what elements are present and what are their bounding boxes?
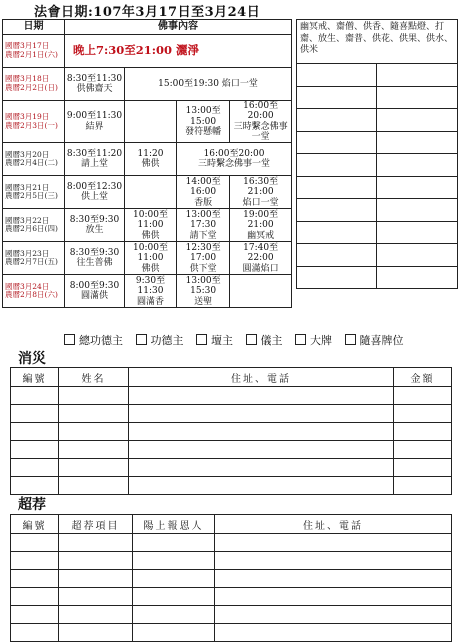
schedule-event: 9:00至11:30 結界 bbox=[65, 101, 125, 143]
schedule-event: 9:30至11:30 圓滿香 bbox=[125, 275, 177, 308]
form-cell[interactable] bbox=[377, 199, 458, 222]
page-title: 法會日期:107年3月17日至3月24日 bbox=[34, 5, 261, 20]
schedule-row bbox=[3, 275, 292, 308]
schedule-table bbox=[2, 19, 292, 308]
form-cell[interactable] bbox=[133, 624, 215, 642]
form-cell[interactable] bbox=[394, 477, 452, 495]
form-cell[interactable] bbox=[297, 131, 377, 154]
form-cell[interactable] bbox=[129, 387, 394, 405]
form-cell[interactable] bbox=[215, 552, 452, 570]
schedule-event: 8:30至11:30 供佛齋天 bbox=[65, 68, 125, 101]
form-cell[interactable] bbox=[59, 606, 133, 624]
schedule-row bbox=[3, 35, 292, 68]
form-cell[interactable] bbox=[297, 109, 377, 132]
form-cell[interactable] bbox=[59, 588, 133, 606]
form-cell[interactable] bbox=[377, 131, 458, 154]
form-row bbox=[297, 86, 458, 109]
form-cell[interactable] bbox=[133, 606, 215, 624]
form-cell[interactable] bbox=[59, 441, 129, 459]
form-row bbox=[11, 534, 452, 552]
form-cell[interactable] bbox=[297, 64, 377, 87]
form-row bbox=[297, 199, 458, 222]
form-cell[interactable] bbox=[297, 154, 377, 177]
form-cell[interactable] bbox=[129, 405, 394, 423]
form-cell[interactable] bbox=[377, 154, 458, 177]
schedule-date: 國曆3月19日 農曆2月3日(一) bbox=[3, 101, 65, 143]
form-cell[interactable] bbox=[215, 570, 452, 588]
schedule-event: 8:30至9:30 往生普佛 bbox=[65, 242, 125, 275]
form-cell[interactable] bbox=[11, 588, 59, 606]
form-cell[interactable] bbox=[11, 477, 59, 495]
form-row bbox=[297, 244, 458, 267]
option-yizhu[interactable]: 儀主 bbox=[246, 332, 283, 348]
form-cell[interactable] bbox=[377, 86, 458, 109]
chaojian-header: 編號 bbox=[11, 515, 59, 534]
form-cell[interactable] bbox=[394, 459, 452, 477]
form-cell[interactable] bbox=[59, 387, 129, 405]
form-cell[interactable] bbox=[11, 387, 59, 405]
form-cell[interactable] bbox=[394, 423, 452, 441]
form-cell[interactable] bbox=[377, 176, 458, 199]
form-row bbox=[11, 624, 452, 642]
option-zong-gongdezhu[interactable]: 總功德主 bbox=[64, 332, 123, 348]
schedule-header-date: 日期 bbox=[3, 20, 65, 35]
form-cell[interactable] bbox=[129, 441, 394, 459]
form-cell[interactable] bbox=[215, 588, 452, 606]
schedule-row bbox=[3, 209, 292, 242]
offering-table bbox=[296, 19, 458, 289]
checkbox-icon[interactable] bbox=[196, 334, 207, 345]
chaojian-header: 超荐項目 bbox=[59, 515, 133, 534]
schedule-event: 晚上7:30至21:00 灑淨 bbox=[65, 35, 292, 68]
xiaozai-table bbox=[10, 367, 452, 495]
form-cell[interactable] bbox=[133, 570, 215, 588]
sponsor-options bbox=[64, 332, 413, 348]
chaojian-header: 陽上報恩人 bbox=[133, 515, 215, 534]
schedule-event: 8:30至9:30 放生 bbox=[65, 209, 125, 242]
form-cell[interactable] bbox=[215, 534, 452, 552]
form-cell[interactable] bbox=[59, 624, 133, 642]
form-cell[interactable] bbox=[11, 606, 59, 624]
schedule-event: 13:00至17:30 請下堂 bbox=[177, 209, 230, 242]
schedule-row bbox=[3, 176, 292, 209]
form-row bbox=[11, 477, 452, 495]
form-row bbox=[11, 459, 452, 477]
form-cell[interactable] bbox=[129, 423, 394, 441]
form-cell[interactable] bbox=[11, 624, 59, 642]
form-cell[interactable] bbox=[297, 244, 377, 267]
form-row bbox=[297, 131, 458, 154]
schedule-row bbox=[3, 101, 292, 143]
schedule-event: 14:00至16:00 香版 bbox=[177, 176, 230, 209]
form-cell[interactable] bbox=[11, 423, 59, 441]
form-cell[interactable] bbox=[297, 221, 377, 244]
schedule-event: 10:00至11:00 佛供 bbox=[125, 209, 177, 242]
schedule-event: 13:00至15:30 送聖 bbox=[177, 275, 230, 308]
form-cell[interactable] bbox=[11, 552, 59, 570]
form-cell[interactable] bbox=[59, 477, 129, 495]
form-row bbox=[11, 441, 452, 459]
checkbox-icon[interactable] bbox=[295, 334, 306, 345]
form-row bbox=[11, 552, 452, 570]
schedule-event: 13:00至15:00 發符懸幡 bbox=[177, 101, 230, 143]
form-cell[interactable] bbox=[59, 459, 129, 477]
form-cell[interactable] bbox=[133, 588, 215, 606]
form-row bbox=[11, 606, 452, 624]
schedule-header-content: 佛事內容 bbox=[65, 20, 292, 35]
schedule-date: 國曆3月18日 農曆2月2日(日) bbox=[3, 68, 65, 101]
option-suixi-paiwei[interactable]: 隨喜牌位 bbox=[345, 332, 404, 348]
form-row bbox=[297, 176, 458, 199]
schedule-event: 8:00至9:30 圓滿供 bbox=[65, 275, 125, 308]
schedule-row bbox=[3, 68, 292, 101]
schedule-date: 國曆3月17日 農曆2月1日(六) bbox=[3, 35, 65, 68]
xiaozai-title: 消災 bbox=[18, 351, 46, 367]
offering-list: 幽冥戒、齋僧、供香、隨喜點燈、打齋、放生、齋普、供花、供果、供水、供米 bbox=[297, 20, 458, 64]
form-cell[interactable] bbox=[297, 199, 377, 222]
form-cell[interactable] bbox=[377, 64, 458, 87]
option-tanzhu[interactable]: 壇主 bbox=[196, 332, 233, 348]
schedule-event: 15:00至19:30 焰口一堂 bbox=[125, 68, 292, 101]
checkbox-icon[interactable] bbox=[246, 334, 257, 345]
schedule-event: 17:40至22:00 圓滿焰口 bbox=[230, 242, 292, 275]
form-row bbox=[11, 423, 452, 441]
form-row bbox=[297, 154, 458, 177]
schedule-date: 國曆3月23日 農曆2月7日(五) bbox=[3, 242, 65, 275]
form-cell[interactable] bbox=[297, 86, 377, 109]
form-cell[interactable] bbox=[297, 266, 377, 289]
schedule-date: 國曆3月24日 農曆2月8日(六) bbox=[3, 275, 65, 308]
schedule-row bbox=[3, 143, 292, 176]
xiaozai-header: 住址、電話 bbox=[129, 368, 394, 387]
option-gongdezhu[interactable]: 功德主 bbox=[136, 332, 184, 348]
form-cell[interactable] bbox=[215, 606, 452, 624]
schedule-date: 國曆3月21日 農曆2月5日(三) bbox=[3, 176, 65, 209]
form-cell[interactable] bbox=[133, 552, 215, 570]
schedule-event: 8:00至12:30 供上堂 bbox=[65, 176, 125, 209]
form-cell[interactable] bbox=[129, 459, 394, 477]
form-row bbox=[297, 221, 458, 244]
form-cell[interactable] bbox=[133, 534, 215, 552]
chaojian-title: 超荐 bbox=[18, 497, 46, 513]
chaojian-header: 住址、電話 bbox=[215, 515, 452, 534]
schedule-event: 10:00至11:00 佛供 bbox=[125, 242, 177, 275]
form-cell[interactable] bbox=[11, 441, 59, 459]
form-cell[interactable] bbox=[377, 109, 458, 132]
xiaozai-header: 編號 bbox=[11, 368, 59, 387]
form-cell[interactable] bbox=[297, 176, 377, 199]
form-cell[interactable] bbox=[59, 570, 133, 588]
form-row bbox=[297, 266, 458, 289]
form-row bbox=[11, 387, 452, 405]
form-cell[interactable] bbox=[377, 221, 458, 244]
schedule-date: 國曆3月20日 農曆2月4日(二) bbox=[3, 143, 65, 176]
checkbox-icon[interactable] bbox=[345, 334, 356, 345]
schedule-event: 12:30至17:00 供下堂 bbox=[177, 242, 230, 275]
form-row bbox=[11, 405, 452, 423]
form-row bbox=[297, 109, 458, 132]
form-cell[interactable] bbox=[11, 405, 59, 423]
schedule-date: 國曆3月22日 農曆2月6日(四) bbox=[3, 209, 65, 242]
form-row bbox=[297, 64, 458, 87]
form-cell[interactable] bbox=[11, 570, 59, 588]
form-cell[interactable] bbox=[394, 387, 452, 405]
form-cell[interactable] bbox=[59, 552, 133, 570]
form-cell[interactable] bbox=[59, 534, 133, 552]
xiaozai-header: 姓名 bbox=[59, 368, 129, 387]
form-cell[interactable] bbox=[129, 477, 394, 495]
schedule-event: 16:30至21:00 焰口一堂 bbox=[230, 176, 292, 209]
schedule-event: 16:00至20:00 三時繫念佛事一堂 bbox=[177, 143, 292, 176]
schedule-event: 8:30至11:20 請上堂 bbox=[65, 143, 125, 176]
form-cell[interactable] bbox=[59, 405, 129, 423]
form-cell[interactable] bbox=[394, 441, 452, 459]
form-cell[interactable] bbox=[377, 266, 458, 289]
chaojian-table bbox=[10, 514, 452, 642]
xiaozai-header: 金額 bbox=[394, 368, 452, 387]
form-row bbox=[11, 570, 452, 588]
form-cell[interactable] bbox=[377, 244, 458, 267]
checkbox-icon[interactable] bbox=[64, 334, 75, 345]
checkbox-icon[interactable] bbox=[136, 334, 147, 345]
form-cell[interactable] bbox=[59, 423, 129, 441]
schedule-row bbox=[3, 242, 292, 275]
form-cell[interactable] bbox=[11, 534, 59, 552]
form-cell[interactable] bbox=[215, 624, 452, 642]
schedule-event: 16:00至20:00 三時繫念佛事一堂 bbox=[230, 101, 292, 143]
form-cell[interactable] bbox=[394, 405, 452, 423]
schedule-event: 19:00至21:00 幽冥戒 bbox=[230, 209, 292, 242]
form-row bbox=[11, 588, 452, 606]
option-dapai[interactable]: 大牌 bbox=[295, 332, 332, 348]
schedule-event: 11:20 佛供 bbox=[125, 143, 177, 176]
form-cell[interactable] bbox=[11, 459, 59, 477]
